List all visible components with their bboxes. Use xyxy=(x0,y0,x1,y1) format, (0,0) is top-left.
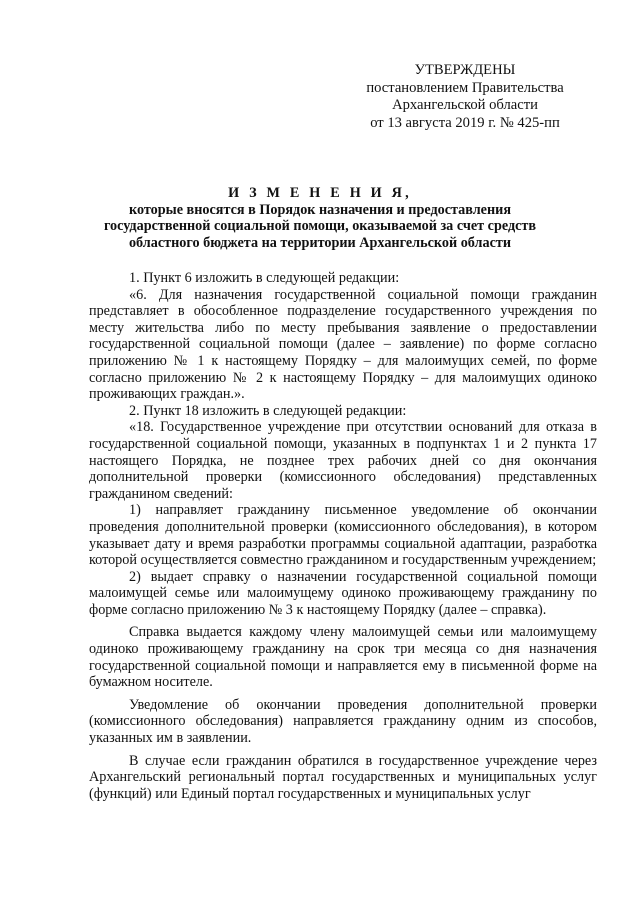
approval-authority: постановлением Правительства xyxy=(366,79,564,96)
document-body xyxy=(89,270,597,802)
approval-stamp xyxy=(360,62,570,132)
paragraph-subitem-1: 1) направляет гражданину письменное уведомление об окончании проведения дополнительной проверки (комиссионного обследования), в котором указывает дату и время разработки программы социальной адаптации, разработка которой осуществляется совместно гражданином и государственным учреждением; xyxy=(89,502,597,569)
approval-date-number: от 13 августа 2019 г. № 425-пп xyxy=(370,114,560,131)
title-line-1: которые вносятся в Порядок назначения и предоставления xyxy=(128,201,512,218)
approval-title: УТВЕРЖДЕНЫ xyxy=(414,62,516,78)
title-heading: И З М Е Н Е Н И Я, xyxy=(228,185,412,201)
document-title xyxy=(60,185,580,251)
title-line-2: государственной социальной помощи, оказываемой за счет средств xyxy=(103,218,537,235)
paragraph-item-1-header: 1. Пункт 6 изложить в следующей редакции: xyxy=(129,270,400,286)
approval-region: Архангельской области xyxy=(392,97,538,113)
paragraph-subitem-2: 2) выдает справку о назначении государственной социальной помощи малоимущей семье или малоимущему одиноко проживающему гражданину по форме согласно приложению № 3 к настоящему Порядку (далее – справка). xyxy=(89,568,597,618)
paragraph-clause-18: «18. Государственное учреждение при отсутствии оснований для отказа в государственной социальной помощи, указанных в подпунктах 1 и 2 пункта 17 настоящего Порядка, не позднее трех рабочих дней со дня окончания дополнительной проверки (комиссионного обследования) представленных гражданином сведений: xyxy=(89,419,597,502)
paragraph-portal: В случае если гражданин обратился в государственное учреждение через Архангельский региональный портал государственных и муниципальных услуг (функций) или Единый портал государственных и муниципальных услуг xyxy=(89,752,597,802)
title-line-3: областного бюджета на территории Архангельской области xyxy=(128,234,512,251)
paragraph-notification: Уведомление об окончании проведения дополнительной проверки (комиссионного обследования) направляется гражданину одним из способов, указанных им в заявлении. xyxy=(89,696,597,747)
paragraph-clause-6: «6. Для назначения государственной социальной помощи гражданин представляет в обособленное подразделение государственного учреждения по месту жительства либо по месту пребывания заявление о предоставлении государственной социальной помощи (далее – заявление) по форме согласно приложению № 1 к настоящему Порядку – для малоимущих семей, по форме согласно приложению № 2 к настоящему Порядку – для малоимущих одиноко проживающих граждан.». xyxy=(89,286,597,403)
paragraph-item-2-header: 2. Пункт 18 изложить в следующей редакции: xyxy=(129,402,407,419)
paragraph-certificate: Справка выдается каждому члену малоимущей семьи или малоимущему одиноко проживающему гражданину на срок три месяца со дня назначения государственной социальной помощи и направляется ему в письменной форме на бумажном носителе. xyxy=(89,624,597,691)
